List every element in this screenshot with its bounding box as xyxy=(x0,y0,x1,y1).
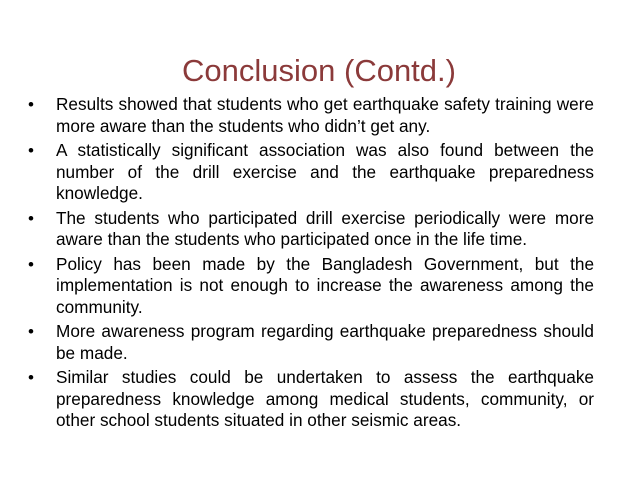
bullet-list xyxy=(28,94,594,435)
bullet-icon: • xyxy=(28,95,34,114)
bullet-icon: • xyxy=(28,254,34,274)
bullet-text: The students who participated drill exercise periodically were more aware than the students who participated once in the life time. xyxy=(56,207,594,249)
bullet-text: More awareness program regarding earthquake preparedness should be made. xyxy=(56,321,594,363)
bullet-item xyxy=(28,321,594,364)
bullet-text: Results showed that students who get earthquake safety training were more aware than the students who didn’t get any. xyxy=(56,94,594,136)
bullet-text: Policy has been made by the Bangladesh Government, but the implementation is not enough to increase the awareness among the community. xyxy=(56,253,594,317)
bullet-icon: • xyxy=(28,322,34,341)
bullet-item xyxy=(28,254,594,319)
bullet-text: Similar studies could be undertaken to assess the earthquake preparedness knowledge among medical students, community, or other school students situated in other seismic areas. xyxy=(56,367,594,430)
bullet-item xyxy=(28,94,594,137)
bullet-item xyxy=(28,367,594,432)
bullet-item xyxy=(28,208,594,251)
bullet-icon: • xyxy=(28,368,34,387)
bullet-item xyxy=(28,140,594,205)
bullet-text: A statistically significant association was also found between the number of the drill exercise and the earthquake preparedness knowledge. xyxy=(56,140,594,203)
bullet-icon: • xyxy=(28,141,34,160)
bullet-icon: • xyxy=(28,208,34,228)
slide-title: Conclusion (Contd.) xyxy=(182,52,456,88)
